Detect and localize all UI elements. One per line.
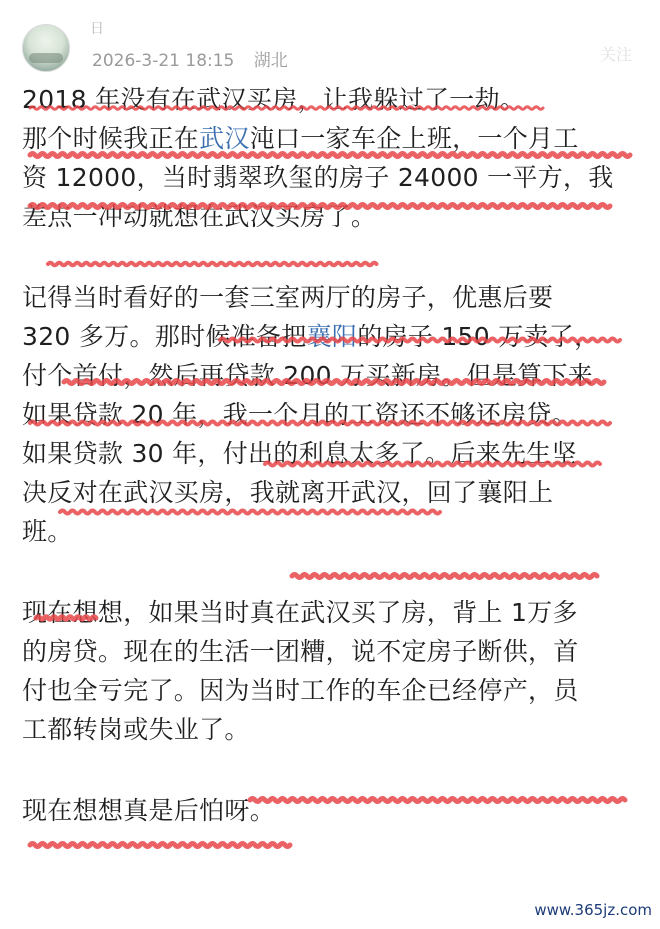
text-segment: 记得当时看好的一套三室两厅的房子，优惠后要: [22, 283, 554, 312]
text-segment: 的房子 150 万卖了，: [357, 322, 600, 351]
text-segment: 决反对在武汉买房，我就离开武汉，回了襄阳上: [22, 478, 554, 507]
text-line: [22, 197, 642, 236]
watermark: www.365jz.com: [534, 901, 652, 919]
text-line: [22, 317, 642, 356]
post-date: 2026-3-21 18:15: [92, 51, 235, 71]
text-line: [22, 80, 642, 119]
paragraph: [22, 791, 642, 830]
paragraph: [22, 80, 642, 236]
post-header: [22, 18, 642, 71]
text-line: [22, 791, 642, 830]
post-location: 湖北: [253, 51, 288, 71]
text-segment: 沌口一家车企上班，一个月工: [249, 124, 579, 153]
text-segment: 如果贷款 20 年，我一个月的工资还不够还房贷。: [22, 400, 577, 429]
text-line: [22, 473, 642, 512]
text-segment: 那个时候我正在: [22, 124, 200, 153]
text-segment: 2018 年没有在武汉买房，让我躲过了一劫。: [22, 85, 526, 114]
text-segment: 付也全亏完了。因为当时工作的车企已经停产，员: [22, 676, 579, 705]
paragraph: [22, 278, 642, 551]
text-segment: 班。: [22, 517, 73, 546]
text-line: [22, 434, 642, 473]
place-link[interactable]: 武汉: [199, 124, 250, 153]
text-line: [22, 710, 642, 749]
username[interactable]: 日: [90, 21, 104, 37]
text-segment: 资 12000，当时翡翠玖玺的房子 24000 一平方，我: [22, 163, 614, 192]
text-segment: 现在想想真是后怕呀。: [22, 796, 276, 825]
text-segment: 现在想想，如果当时真在武汉买了房，背上 1万多: [22, 598, 578, 627]
text-segment: 的房贷。现在的生活一团糟，说不定房子断供，首: [22, 637, 579, 666]
text-segment: 如果贷款 30 年，付出的利息太多了。后来先生坚: [22, 439, 577, 468]
text-segment: 320 多万。那时候准备把: [22, 322, 307, 351]
follow-button[interactable]: 关注: [599, 45, 632, 64]
text-line: [22, 356, 642, 395]
text-line: [22, 632, 642, 671]
post-meta: [92, 46, 288, 71]
text-segment: 差点一冲动就想在武汉买房了。: [22, 202, 377, 231]
text-line: [22, 119, 642, 158]
text-segment: 工都转岗或失业了。: [22, 715, 250, 744]
paragraph: [22, 593, 642, 749]
place-link[interactable]: 襄阳: [306, 322, 358, 351]
text-segment: 付个首付，然后再贷款 200 万买新房。但是算下来: [22, 361, 594, 390]
text-line: [22, 278, 642, 317]
text-line: [22, 593, 642, 632]
text-line: [22, 671, 642, 710]
text-line: [22, 395, 642, 434]
text-line: [22, 158, 642, 197]
text-line: [22, 512, 642, 551]
user-avatar[interactable]: [22, 24, 70, 72]
post-body: [22, 80, 642, 872]
